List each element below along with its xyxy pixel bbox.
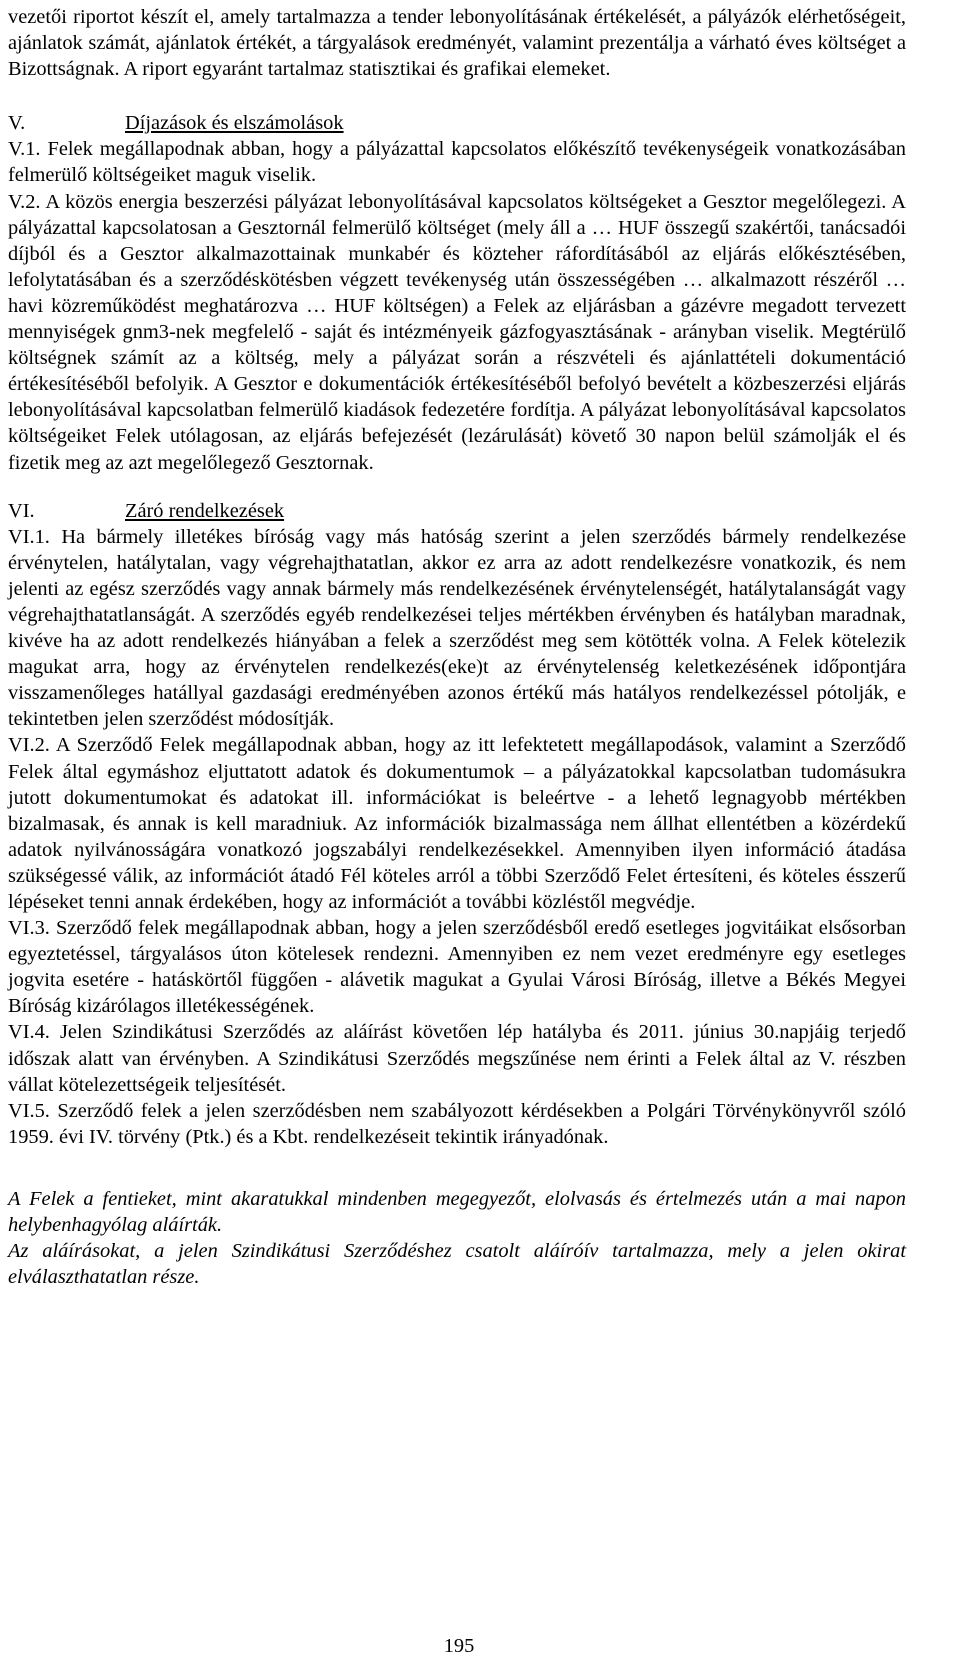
paragraph-vi3: VI.3. Szerződő felek megállapodnak abban, hogy a jelen szerződésből eredő esetleges jogvitáikat elsősorban egyeztetéssel, tárgyalásos úton kötelesek rendezni. Amennyiben ez nem vezet eredményre egy esetleges jogvita esetére - hatáskörtől függően - alávetik magukat a Gyulai Városi Bíróság, illetve a Békés Megyei Bíróság kizárólagos illetékességének.	[8, 917, 906, 1018]
paragraph-vi1: VI.1. Ha bármely illetékes bíróság vagy más hatóság szerint a jelen szerződés bármely rendelkezése érvénytelen, hatálytalan, vagy végrehajthatatlan, akkor ez arra az adott rendelkezésre vonatkozik, és nem jelenti az egész szerződés vagy annak bármely más rendelkezésének érvénytelenségét, hatálytalanságát vagy végrehajthatatlanságát. A szerződés egyéb rendelkezései teljes mértékben érvényben és hatályban maradnak, kivéve ha az adott rendelkezés hiányában a felek a szerződést meg sem kötötték volna. A Felek kötelezik magukat arra, hogy az érvénytelen rendelkezés(eke)t az érvénytelenség keletkezésének időpontjára visszamenőleges hatállyal gazdasági eredményében azonos értékű más hatályos rendelkezéssel pótolják, e tekintetben jelen szerződést módosítják.	[8, 525, 906, 731]
closing-statement	[8, 1186, 906, 1290]
paragraph-vi2: VI.2. A Szerződő Felek megállapodnak abban, hogy az itt lefektetett megállapodások, valamint a Szerződő Felek által egymáshoz eljuttatott adatok és dokumentumok – a pályázatokkal kapcsolatban tudomásukra jutott dokumentumokat és adatokat ill. információkat is beleértve - a lehető legnagyobb mértékben bizalmasak, és annak is kell maradniuk. Az információk bizalmassága nem állhat ellentétben a közérdekű adatok nyilvánosságára vonatkozó jogszabályi rendelkezésekkel. Amennyiben ilyen információ átadása szükségessé válik, az információt átadó Fél köteles arról a többi Szerződő Felet értesíteni, és köteles ésszerű lépéseket tenni annak érdekében, hogy az információt a további közléstől megvédje.	[8, 734, 906, 913]
paragraph-v1: V.1. Felek megállapodnak abban, hogy a pályázattal kapcsolatos előkészítő tevékenységeik vonatkozásában felmerülő költségeiket maguk viselik.	[8, 138, 906, 187]
section-vi-title: Záró rendelkezések	[125, 499, 285, 522]
page-number: 195	[443, 1635, 475, 1657]
section-vi-number: VI.	[8, 499, 35, 522]
paragraph-vi4: VI.4. Jelen Szindikátusi Szerződés az aláírást követően lép hatályba és 2011. június 30.napjáig terjedő időszak alatt van érvényben. A Szindikátusi Szerződés megszűnése nem érinti a Felek által az V. részben vállat kötelezettségeik teljesítését.	[8, 1021, 906, 1096]
section-v-number: V.	[8, 112, 26, 135]
document-page	[8, 0, 906, 1290]
section-v-title: Díjazások és elszámolások	[125, 112, 344, 135]
paragraph-vi5: VI.5. Szerződő felek a jelen szerződésben nem szabályozott kérdésekben a Polgári Törvénykönyvről szóló 1959. évi IV. törvény (Ptk.) és a Kbt. rendelkezéseit tekintik irányadónak.	[8, 1099, 906, 1148]
intro-paragraph: vezetői riportot készít el, amely tartalmazza a tender lebonyolításának értékelését, a pályázók elérhetőségeit, ajánlatok számát, ajánlatok értékét, a tárgyalások eredményét, valamint prezentálja a várható éves költséget a Bizottságnak. A riport egyaránt tartalmaz statisztikai és grafikai elemeket.	[8, 6, 906, 81]
section-vi-heading	[8, 498, 906, 524]
paragraph-v2: V.2. A közös energia beszerzési pályázat lebonyolításával kapcsolatos költségeket a Gesztor megelőlegezi. A pályázattal kapcsolatosan a Gesztornál felmerülő költséget (mely áll a … HUF összegű szakértői, tanácsadói díjból és a Gesztor alkalmazottainak munkabér és közteher ráfordításából az eljárás előkésztésében, lefolytatásában és a szerződéskötésben végzett tevékenység után összességében … alkalmazott részéről … havi közreműködést meghatározva … HUF költségen) a Felek az eljárásban a gázévre megadott tervezett mennyiségek gnm3-nek megfelelő - saját és intézményeik gázfogyasztásának - arányban viselik. Megtérülő költségnek számít az a költség, mely a pályázat során a részvételi és ajánlattételi dokumentáció értékesítéséből befolyik. A Gesztor e dokumentációk értékesítéséből befolyó bevételt a közbeszerzési eljárás lebonyolításával kapcsolatban felmerülő kiadások fedezetére fordítja. A pályázat lebonyolításával kapcsolatos költségeiket Felek utólagosan, az eljárás befejezését (lezárulását) követő 30 napon belül számolják el és fizetik meg az azt megelőlegező Gesztornak.	[8, 190, 906, 474]
closing-line-1: A Felek a fentieket, mint akaratukkal mindenben megegyezőt, elolvasás és értelmezés után a mai napon helybenhagyólag aláírták.	[8, 1187, 906, 1237]
section-v-heading	[8, 110, 906, 136]
closing-line-2: Az aláírásokat, a jelen Szindikátusi Szerződéshez csatolt aláíróív tartalmazza, mely a jelen okirat elválaszthatatlan része.	[8, 1240, 906, 1289]
